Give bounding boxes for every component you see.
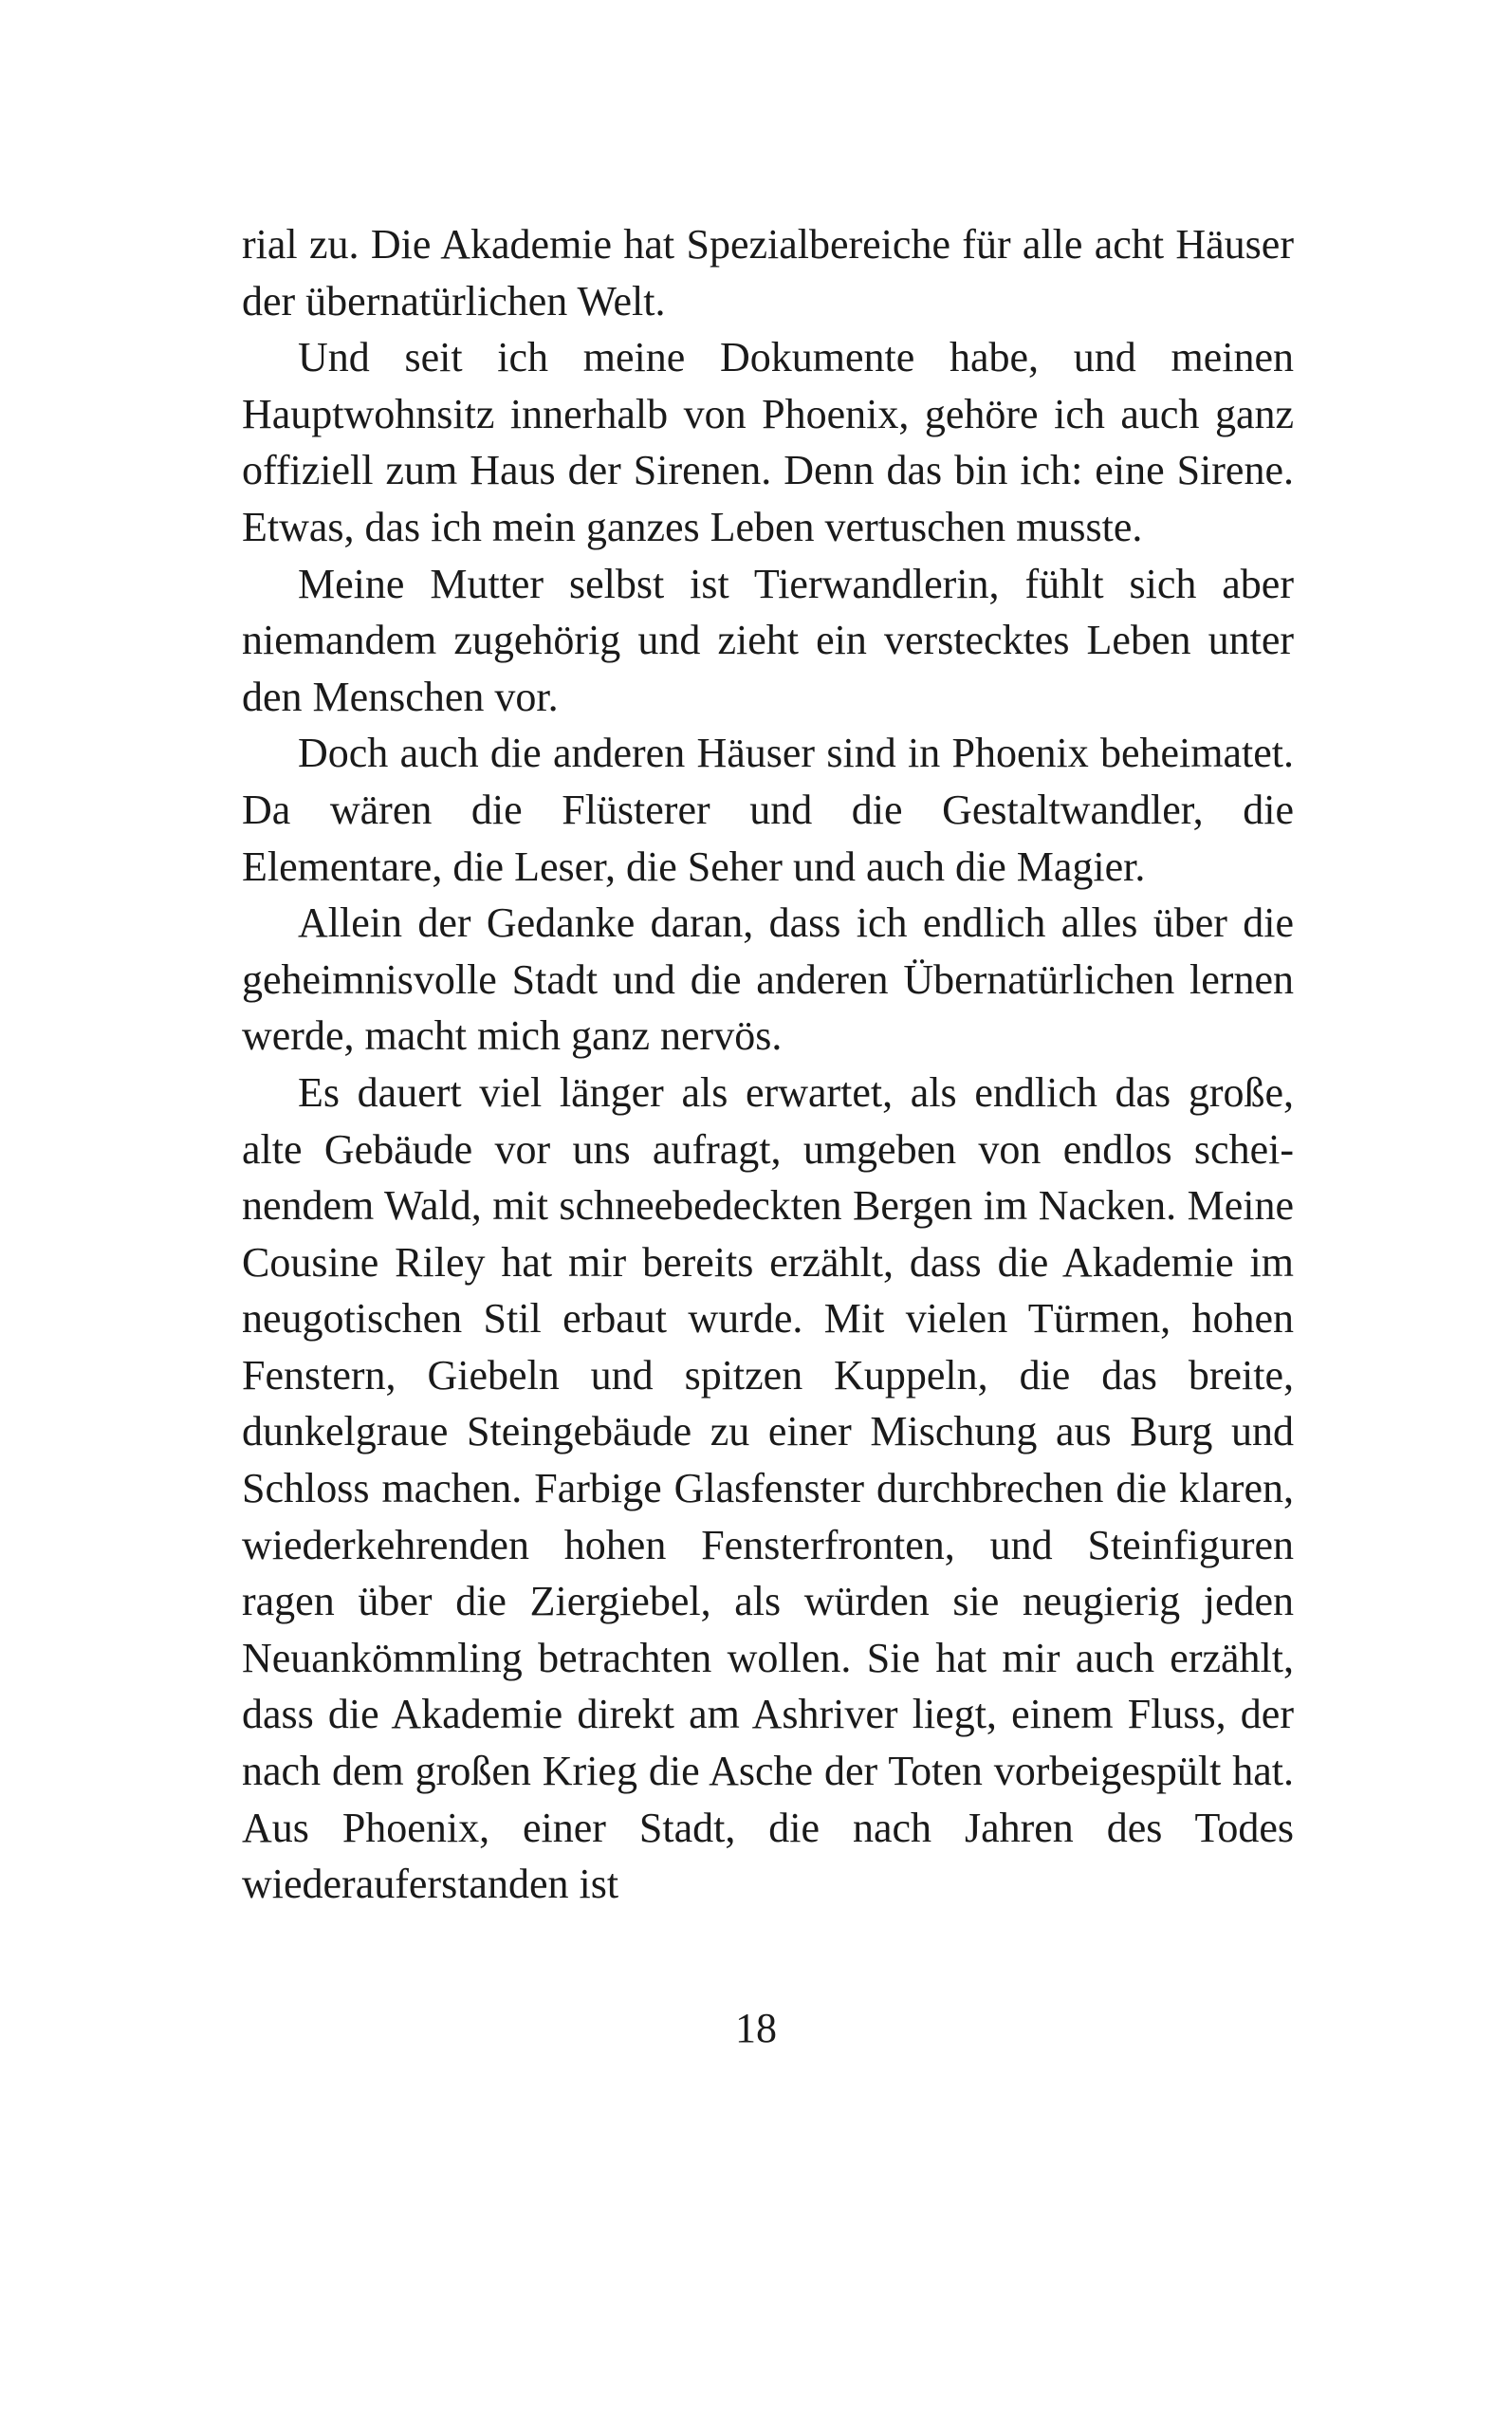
paragraph-4: Doch auch die anderen Häuser sind in Phoenix beheimatet. Da wären die Flüsterer und die Gestaltwandler, die Elementare, die Leser, die Seher und auch die Magier. (242, 730, 1294, 890)
paragraph-6: Es dauert viel länger als erwartet, als endlich das große, alte Gebäude vor uns aufragt, umgeben von endlos scheinendem Wald, mit schneebedeckten Bergen im Nacken. Meine Cousine Riley hat mir bereits erzählt, dass die Akademie im neugotischen Stil erbaut wurde. Mit vielen Türmen, hohen Fenstern, Giebeln und spitzen Kuppeln, die das breite, dunkelgraue Steingebäude zu einer Mischung aus Burg und Schloss machen. Farbige Glasfenster durchbrechen die klaren, wiederkehrenden hohen Fensterfronten, und Steinfiguren ragen über die Ziergiebel, als würden sie neugierig jeden Neuankömmling betrachten wollen. Sie hat mir auch erzählt, dass die Akademie direkt am Ashriver liegt, einem Fluss, der nach dem großen Krieg die Asche der Toten vorbeigespült hat. Aus Phoenix, einer Stadt, die nach Jahren des Todes wiederauferstanden ist (242, 1068, 1294, 1908)
paragraph-1: rial zu. Die Akademie hat Spezialbereiche für alle acht Häuser der übernatürlichen Welt. (242, 221, 1294, 324)
paragraph-2: Und seit ich meine Dokumente habe, und meinen Hauptwohnsitz innerhalb von Phoenix, gehöre ich auch ganz offiziell zum Haus der Sirenen. Denn das bin ich: eine Sirene. Etwas, das ich mein ganzes Leben vertuschen musste. (242, 334, 1294, 550)
page-number: 18 (735, 2005, 777, 2051)
paragraph-3: Meine Mutter selbst ist Tierwandlerin, fühlt sich aber niemandem zugehörig und zieht ein verstecktes Leben unter den Menschen vor. (242, 560, 1294, 720)
paragraph-5: Allein der Gedanke daran, dass ich endlich alles über die geheimnisvolle Stadt und die anderen Übernatürlichen lernen werde, macht mich ganz nervös. (242, 899, 1294, 1060)
body-text (242, 216, 1294, 1913)
